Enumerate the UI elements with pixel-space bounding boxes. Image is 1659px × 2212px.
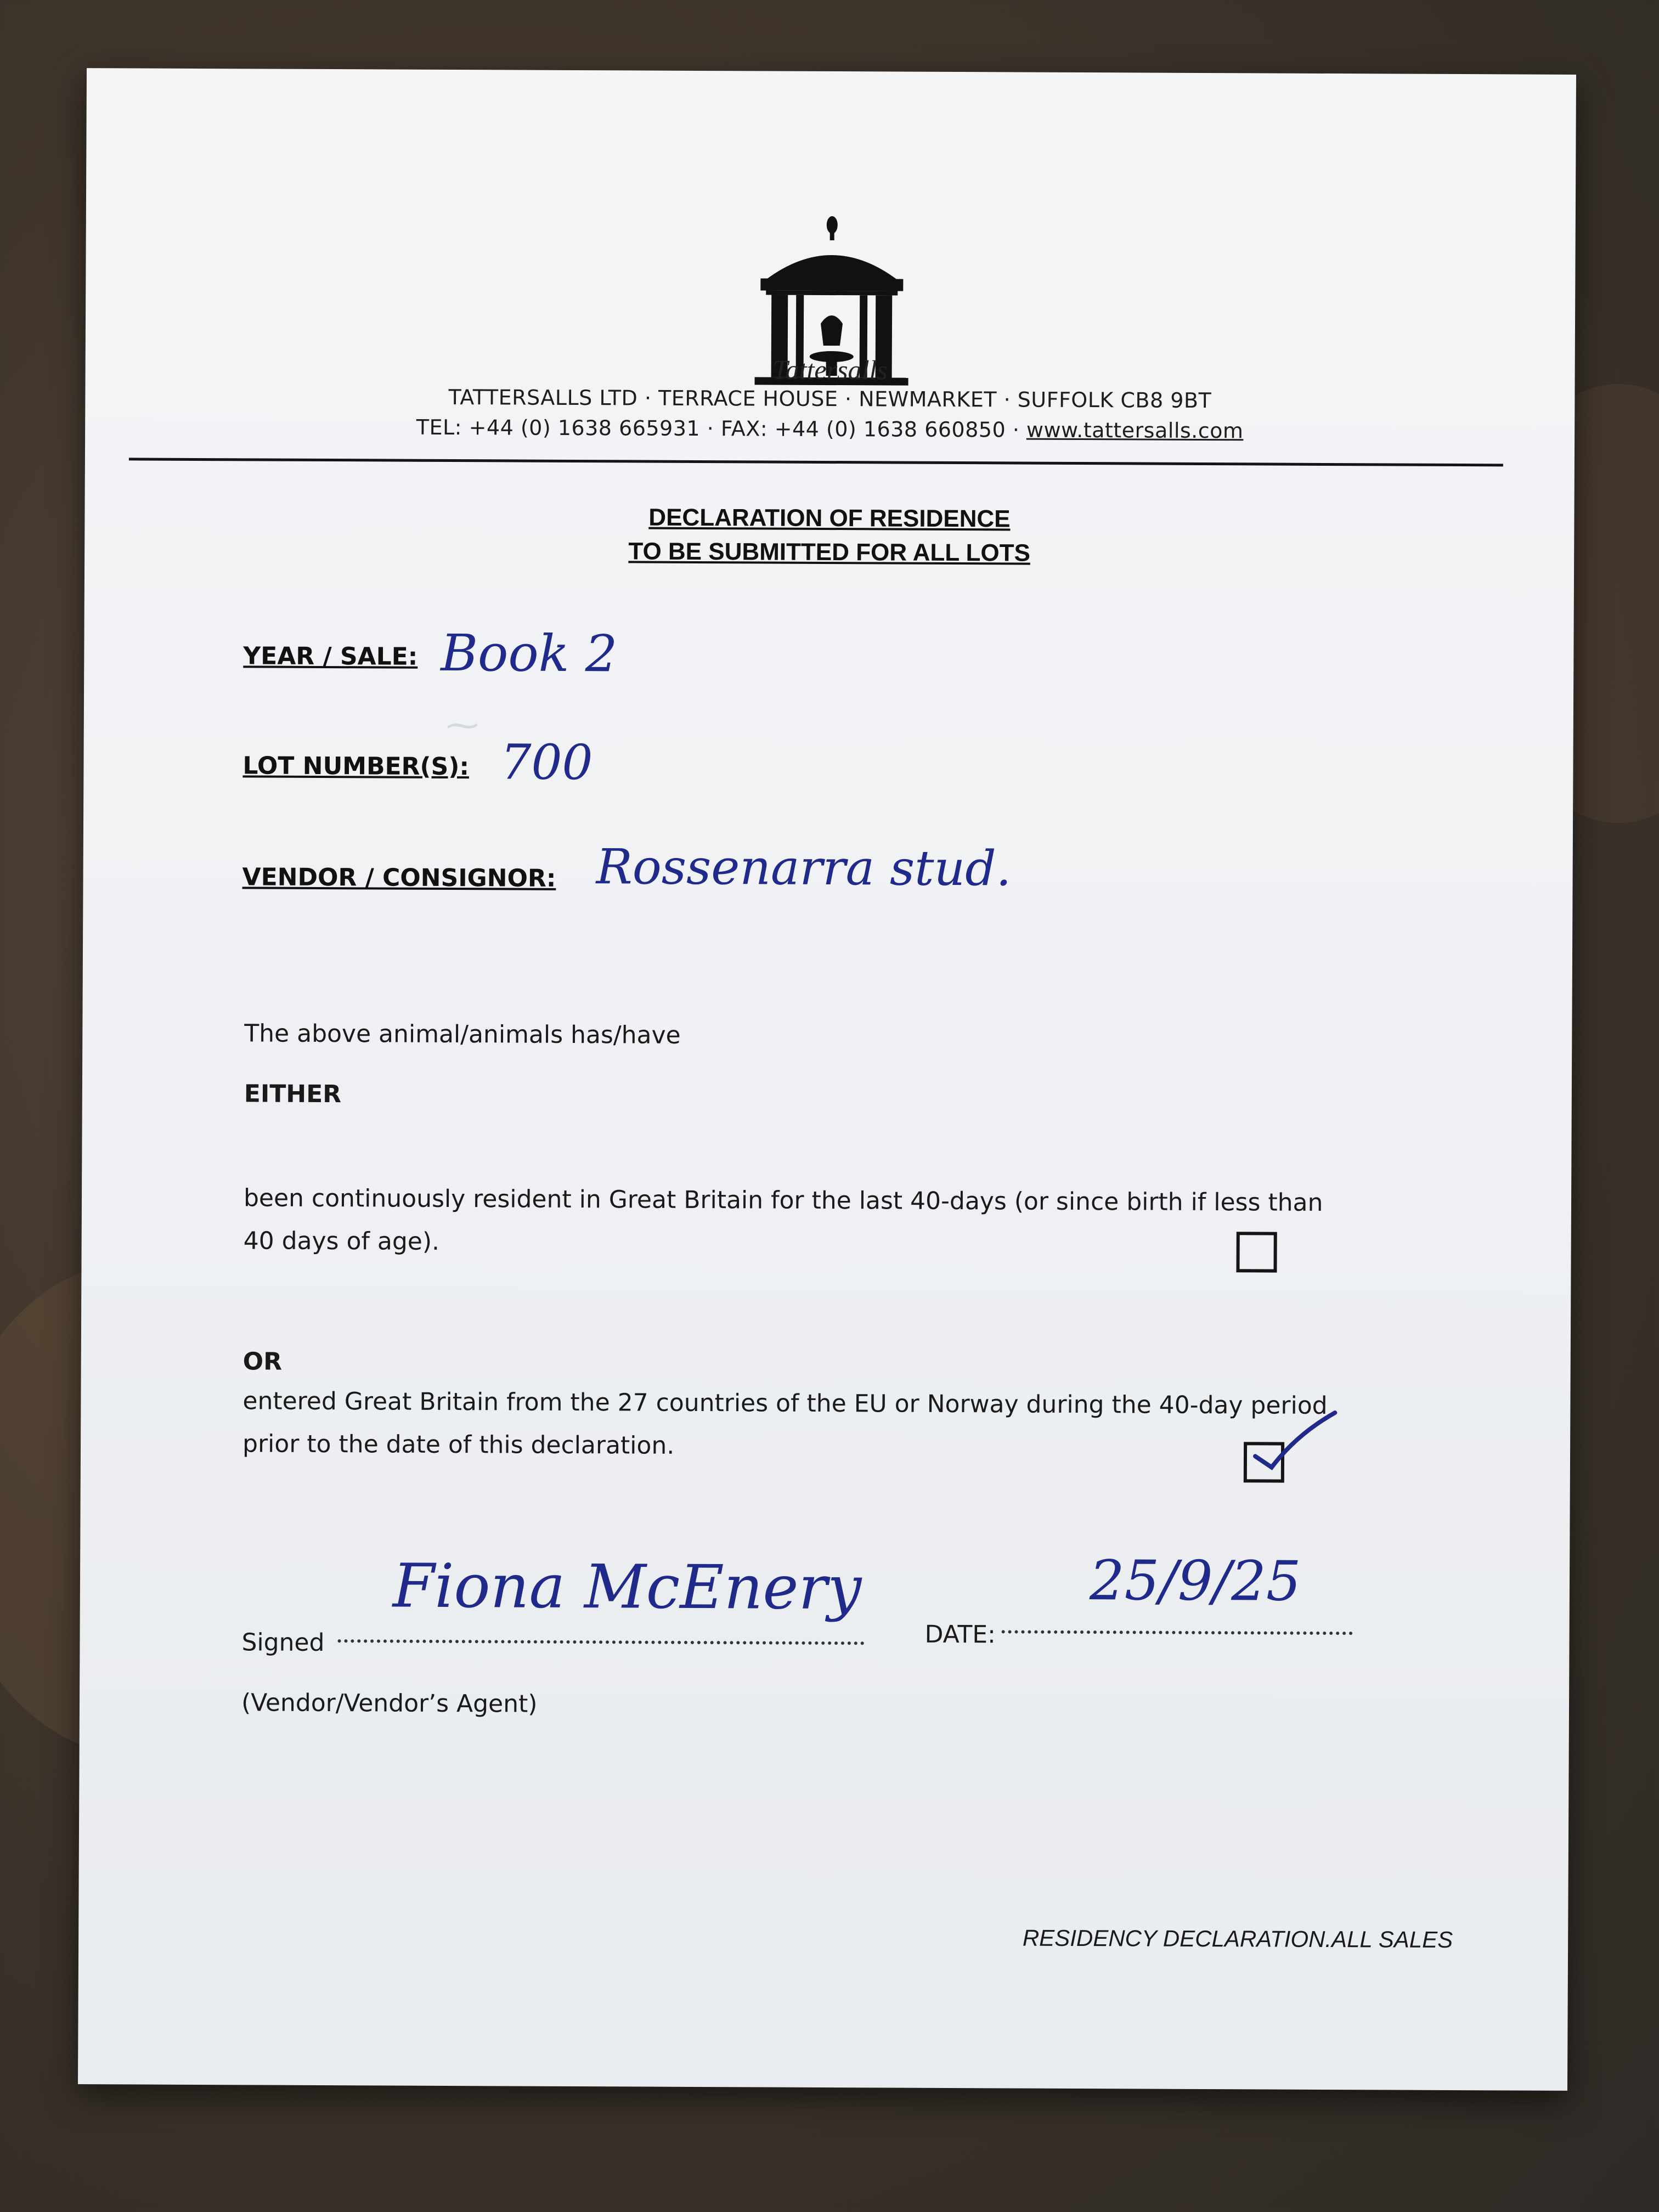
document-page [78, 68, 1576, 2091]
date-value: 25/9/25 [1089, 1548, 1301, 1613]
signature-line [338, 1639, 865, 1645]
option1-checkbox[interactable] [1236, 1232, 1277, 1272]
footer-reference: RESIDENCY DECLARATION.ALL SALES [1022, 1925, 1453, 1953]
option2-text: entered Great Britain from the 27 countries of the EU or Norway during the 40-day period prior to the date of this declaration. [242, 1387, 1328, 1460]
vendor-value: Rossenarra stud. [596, 838, 1012, 897]
option2-checkbox[interactable] [1244, 1442, 1284, 1482]
intro-text: The above animal/animals has/have [244, 1019, 681, 1049]
signer-role: (Vendor/Vendor’s Agent) [241, 1689, 538, 1718]
signed-label: Signed [241, 1628, 325, 1657]
option1-text: been continuously resident in Great Britain for the last 40-days (or since birth if less than 40 days of age). [243, 1184, 1323, 1256]
contact-line [85, 414, 1575, 444]
vendor-label: VENDOR / CONSIGNOR: [242, 863, 556, 893]
date-label: DATE: [924, 1620, 996, 1649]
brand-name: Tattersalls [772, 354, 888, 386]
form-title: DECLARATION OF RESIDENCE [648, 504, 1011, 533]
year-sale-value: Book 2 [441, 623, 618, 684]
address-line: TATTERSALLS LTD · TERRACE HOUSE · NEWMARKET · SUFFOLK CB8 9BT [448, 385, 1212, 413]
lot-number-value: 700 [500, 733, 593, 791]
signature-value: Fiona McEnery [392, 1550, 862, 1623]
lot-number-label: LOT NUMBER(S): [242, 752, 470, 781]
header-rule [129, 458, 1503, 466]
form-subtitle: TO BE SUBMITTED FOR ALL LOTS [628, 538, 1031, 567]
checkmark-icon [1252, 1412, 1335, 1473]
website-link[interactable]: www.tattersalls.com [1026, 417, 1244, 443]
either-label: EITHER [244, 1080, 342, 1109]
or-label: OR [242, 1347, 283, 1376]
indentation-ghost-text: ⁓ [445, 706, 479, 745]
contact-numbers: TEL: +44 (0) 1638 665931 · FAX: +44 (0) 1638 660850 · [416, 415, 1027, 442]
date-line [1002, 1630, 1353, 1635]
year-sale-label: YEAR / SALE: [243, 642, 418, 671]
